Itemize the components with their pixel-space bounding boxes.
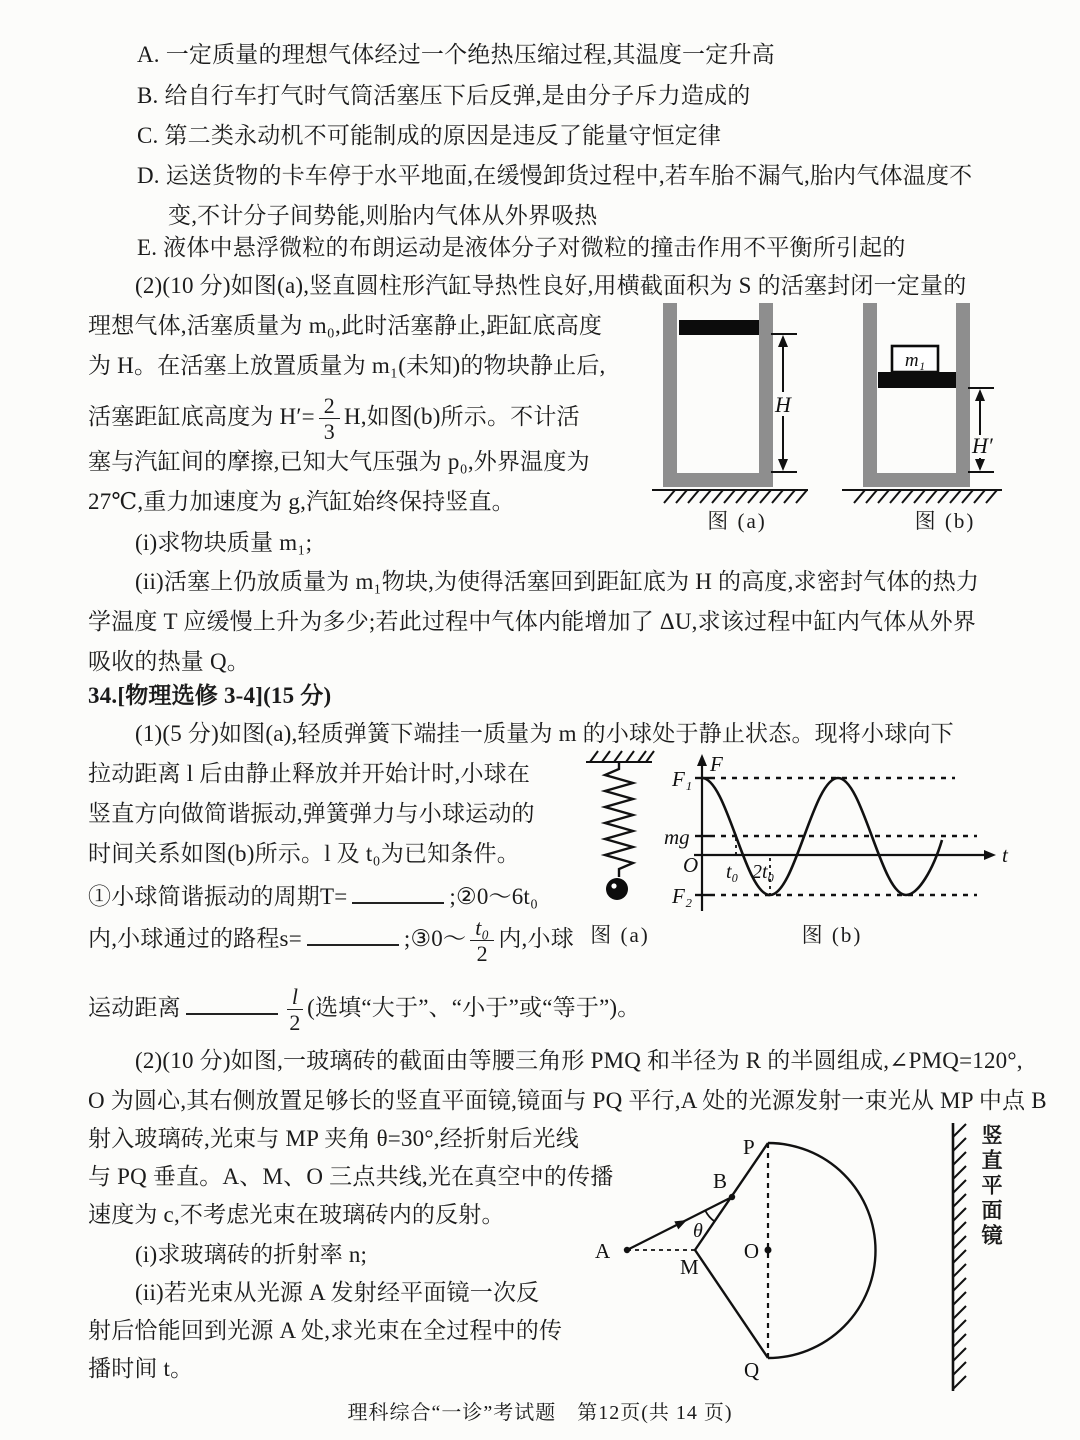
cylinder-a-caption: 图 (a) xyxy=(707,509,767,533)
H-prime-label: H′ xyxy=(972,433,993,458)
glass-brick-figure xyxy=(575,1110,1035,1402)
q33-2-line5: 塞与汽缸间的摩擦,已知大气压强为 p₀,外界温度为 xyxy=(88,449,590,474)
q34-1-blank2-line xyxy=(88,916,574,965)
blank2-mid: ;③0～ xyxy=(403,925,467,951)
fraction-l-over-2: $\frac{l}{2}$ xyxy=(287,985,303,1034)
M-label: M xyxy=(680,1255,699,1279)
q33-2-item-ii-line3: 吸收的热量 Q。 xyxy=(88,649,250,674)
F-axis-label: F xyxy=(710,752,723,776)
A-label: A xyxy=(595,1239,611,1263)
q34-1-dist-line xyxy=(88,985,641,1034)
dist-post: (选填“大于”、“小于”或“等于”)。 xyxy=(307,994,641,1020)
semicircle xyxy=(768,1143,876,1358)
cylinder-a xyxy=(652,303,808,503)
Q-label: Q xyxy=(744,1358,760,1382)
page-footer: 理科综合“一诊”考试题 第12页(共 14 页) xyxy=(347,1402,733,1424)
gas-cylinder-figure xyxy=(650,300,1010,540)
origin-label: O xyxy=(683,853,699,877)
ball xyxy=(606,878,628,900)
cylinder-b-right-wall xyxy=(956,303,970,487)
point-O-dot xyxy=(765,1247,772,1254)
2t0-label: 2t₀ xyxy=(752,861,775,883)
q33-2-line4 xyxy=(88,394,580,443)
blank1-pre: ①小球简谐振动的周期T= xyxy=(88,884,348,909)
blank2-post: 内,小球 xyxy=(498,925,574,951)
theta-label: θ xyxy=(693,1220,703,1242)
spring-figure-caption: 图 (a) xyxy=(590,923,650,947)
q33-2-item-i: (i)求物块质量 m₁; xyxy=(135,530,313,555)
spring-coil xyxy=(605,762,633,877)
ball-highlight xyxy=(611,883,616,888)
cylinder-b xyxy=(842,303,1002,503)
cylinder-b-bottom xyxy=(863,473,970,487)
piston-b xyxy=(878,372,956,388)
q33-2-line2: 理想气体,活塞质量为 m₀,此时活塞静止,距缸底高度 xyxy=(88,313,603,338)
q34-2-line3: 射入玻璃砖,光束与 MP 夹角 θ=30°,经折射后光线 xyxy=(88,1126,579,1151)
cylinder-a-right-wall xyxy=(759,303,773,487)
H-prime-arrow xyxy=(975,389,985,471)
t-axis-label: t xyxy=(1002,843,1008,867)
blank1-post: ;②0～6t₀ xyxy=(449,884,539,909)
q33-2-line4-pre: 活塞距缸底高度为 H′= xyxy=(88,403,315,429)
fraction-t0-over-2: $\frac{\text{t₀}}{2}$ xyxy=(470,916,494,965)
H-label: H xyxy=(775,392,791,417)
F2-label: F₂ xyxy=(672,884,693,908)
q33-2-line3: 为 H。在活塞上放置质量为 m₁(未知)的物块静止后, xyxy=(88,353,606,378)
option-b: B. 给自行车打气时气筒活塞压下后反弹,是由分子斥力造成的 xyxy=(137,83,751,108)
q33-2-line4-post: H,如图(b)所示。不计活 xyxy=(343,403,580,429)
m1-label: m₁ xyxy=(904,350,926,371)
t0-label: t₀ xyxy=(726,861,739,883)
point-A-dot xyxy=(624,1247,630,1253)
q34-2-item-ii-line3: 播时间 t。 xyxy=(88,1356,194,1381)
q34-2-line1: (2)(10 分)如图,一玻璃砖的截面由等腰三角形 PMQ 和半径为 R 的半圆组成,∠PMQ=120°, xyxy=(135,1048,1023,1073)
q33-2-item-ii-line2: 学温度 T 应缓慢上升为多少;若此过程中气体内能增加了 ΔU,求该过程中缸内气体从外界 xyxy=(88,609,977,634)
cylinder-a-bottom xyxy=(663,473,773,487)
cylinder-a-left-wall xyxy=(663,303,677,487)
answer-blank-3 xyxy=(186,990,278,1015)
theta-arc xyxy=(705,1211,715,1222)
option-d-line2: 变,不计分子间势能,则胎内气体从外界吸热 xyxy=(168,203,598,228)
q34-2-item-ii-line1: (ii)若光束从光源 A 发射经平面镜一次反 xyxy=(135,1280,540,1305)
q33-2-item-ii-line1: (ii)活塞上仍放质量为 m₁物块,为使得活塞回到距缸底为 H 的高度,求密封气体的热力 xyxy=(135,569,980,594)
q33-2-line6: 27℃,重力加速度为 g,汽缸始终保持竖直。 xyxy=(88,489,515,514)
cylinder-b-caption: 图 (b) xyxy=(914,509,976,533)
f-axis-arrowhead xyxy=(697,754,707,766)
option-a: A. 一定质量的理想气体经过一个绝热压缩过程,其温度一定升高 xyxy=(137,42,775,67)
B-label: B xyxy=(713,1169,728,1193)
O-label: O xyxy=(743,1239,759,1263)
q34-header: 34.[物理选修 3-4](15 分) xyxy=(88,683,332,708)
mg-label: mg xyxy=(664,825,690,849)
q34-2-line4: 与 PQ 垂直。A、M、O 三点共线,光在真空中的传播 xyxy=(88,1164,614,1189)
q34-2-line5: 速度为 c,不考虑光束在玻璃砖内的反射。 xyxy=(88,1202,505,1227)
spring-figure xyxy=(578,746,662,918)
graph-figure-caption: 图 (b) xyxy=(801,923,863,947)
q34-1-line4: 时间关系如图(b)所示。l 及 t₀为已知条件。 xyxy=(88,841,520,866)
ray-arrowhead xyxy=(674,1220,687,1229)
q34-1-line3: 竖直方向做简谐振动,弹簧弹力与小球运动的 xyxy=(88,801,535,826)
fraction-two-thirds: $\frac{2}{3}$ xyxy=(319,394,340,443)
q34-2-item-ii-line2: 射后恰能回到光源 A 处,求光束在全过程中的传 xyxy=(88,1318,563,1343)
MQ-edge xyxy=(695,1250,768,1358)
option-c: C. 第二类永动机不可能制成的原因是违反了能量守恒定律 xyxy=(137,123,722,148)
q33-2-line1: (2)(10 分)如图(a),竖直圆柱形汽缸导热性良好,用横截面积为 S 的活塞封闭一定量的 xyxy=(135,273,967,298)
F1-label: F₁ xyxy=(672,767,693,791)
ground-hatch-a xyxy=(652,490,808,503)
blank2-pre: 内,小球通过的路程s= xyxy=(88,925,302,951)
mirror-hatch xyxy=(953,1124,966,1389)
dist-pre: 运动距离 xyxy=(88,994,181,1020)
q34-2-item-i: (i)求玻璃砖的折射率 n; xyxy=(135,1242,368,1267)
piston-a xyxy=(679,320,759,335)
force-time-graph xyxy=(652,748,1032,928)
q34-1-line1: (1)(5 分)如图(a),轻质弹簧下端挂一质量为 m 的小球处于静止状态。现将小球向下 xyxy=(135,721,954,746)
option-e: E. 液体中悬浮微粒的布朗运动是液体分子对微粒的撞击作用不平衡所引起的 xyxy=(137,235,906,260)
P-label: P xyxy=(743,1135,755,1159)
answer-blank-1 xyxy=(352,879,444,904)
ground-hatch-b xyxy=(842,490,1002,503)
q34-2-line2: O 为圆心,其右侧放置足够长的竖直平面镜,镜面与 PQ 平行,A 处的光源发射一束光从 MP 中点 B xyxy=(88,1088,1047,1113)
option-d-line1: D. 运送货物的卡车停于水平地面,在缓慢卸货过程中,若车胎不漏气,胎内气体温度不 xyxy=(137,163,973,188)
ceiling-hatch xyxy=(586,751,654,762)
q34-1-line2: 拉动距离 l 后由静止释放并开始计时,小球在 xyxy=(88,761,531,786)
t-axis-arrowhead xyxy=(984,850,996,860)
answer-blank-2 xyxy=(307,921,399,946)
point-B-dot xyxy=(729,1194,735,1200)
plane-mirror xyxy=(953,1123,966,1391)
mirror-label: 竖直平面镜 xyxy=(979,1124,1003,1249)
dashed-levels xyxy=(710,778,977,895)
q34-1-blank1-line xyxy=(88,879,538,912)
cylinder-b-left-wall xyxy=(863,303,877,487)
